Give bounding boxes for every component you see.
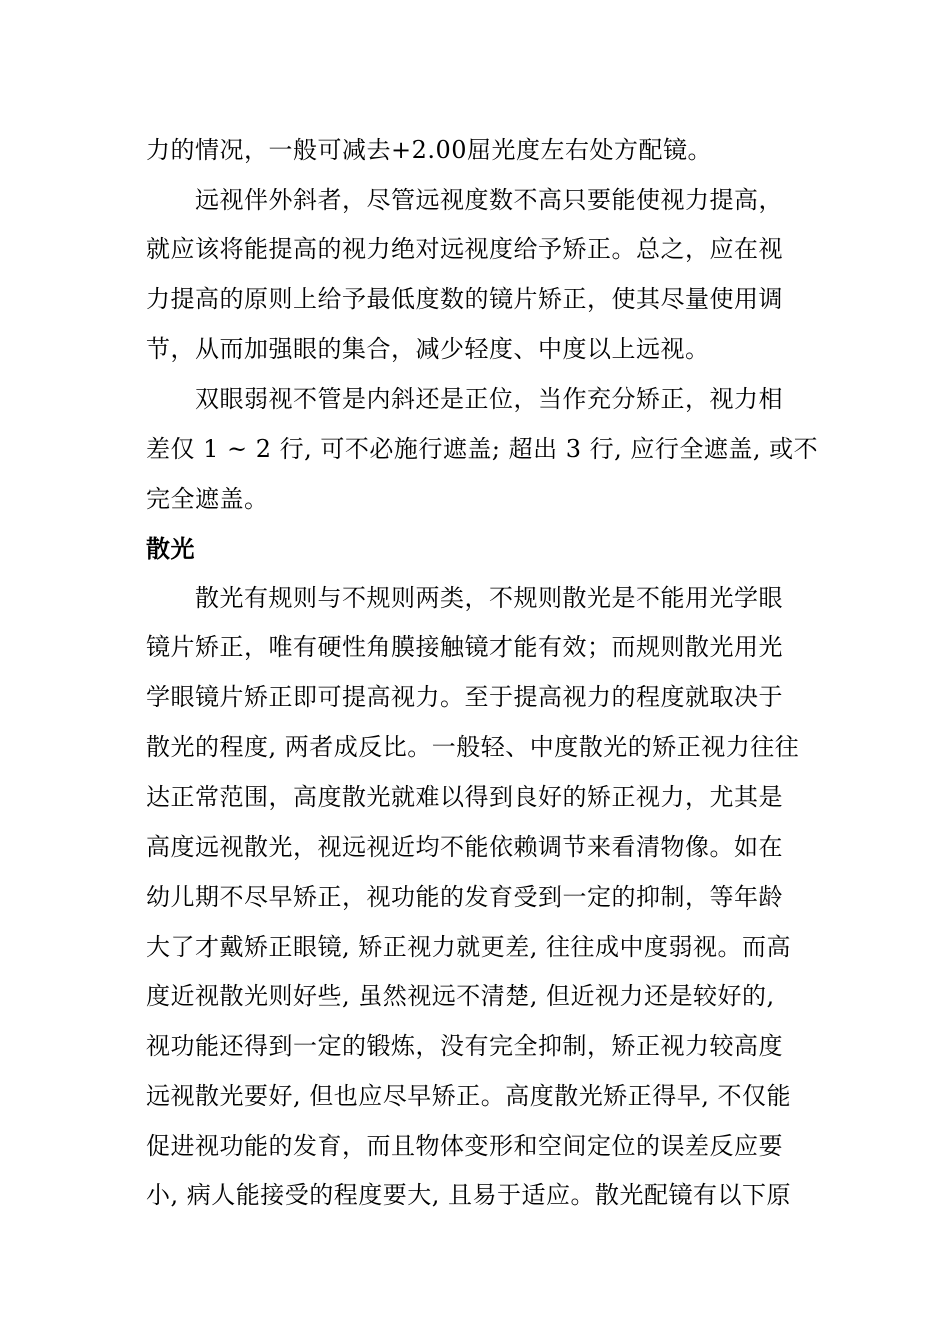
paragraph-start-line: 远视伴外斜者，尽管远视度数不高只要能使视力提高， [195, 186, 783, 214]
text-line: 小, 病人能接受的程度要大, 且易于适应。散光配镜有以下原 [146, 1181, 792, 1209]
text-line: 促进视功能的发育，而且物体变形和空间定位的误差反应要 [146, 1132, 783, 1160]
text-line: 力的情况，一般可减去+2.00屈光度左右处方配镜。 [146, 136, 713, 164]
text-line: 高度远视散光，视远视近均不能依赖调节来看清物像。如在 [146, 833, 783, 861]
paragraph-start-line: 双眼弱视不管是内斜还是正位，当作充分矫正，视力相 [195, 385, 783, 413]
text-line: 学眼镜片矫正即可提高视力。至于提高视力的程度就取决于 [146, 683, 783, 711]
text-line: 差仅 1 ~ 2 行, 可不必施行遮盖; 超出 3 行, 应行全遮盖, 或不 [146, 435, 819, 463]
text-line: 幼儿期不尽早矫正，视功能的发育受到一定的抑制，等年龄 [146, 883, 783, 911]
section-heading: 散光 [146, 535, 195, 563]
text-line: 散光的程度, 两者成反比。一般轻、中度散光的矫正视力往往 [146, 733, 800, 761]
text-line: 镜片矫正，唯有硬性角膜接触镜才能有效；而规则散光用光 [146, 633, 783, 661]
text-line: 完全遮盖。 [146, 485, 269, 513]
paragraph-start-line: 散光有规则与不规则两类，不规则散光是不能用光学眼 [195, 584, 783, 612]
text-line: 远视散光要好, 但也应尽早矫正。高度散光矫正得早, 不仅能 [146, 1082, 792, 1110]
text-line: 大了才戴矫正眼镜, 矫正视力就更差, 往往成中度弱视。而高 [146, 933, 792, 961]
text-line: 达正常范围，高度散光就难以得到良好的矫正视力，尤其是 [146, 783, 783, 811]
text-line: 力提高的原则上给予最低度数的镜片矫正，使其尽量使用调 [146, 285, 783, 313]
text-line: 度近视散光则好些, 虽然视远不清楚, 但近视力还是较好的, [146, 982, 775, 1010]
text-line: 视功能还得到一定的锻炼，没有完全抑制，矫正视力较高度 [146, 1032, 783, 1060]
text-line: 节，从而加强眼的集合，减少轻度、中度以上远视。 [146, 335, 710, 363]
text-line: 就应该将能提高的视力绝对远视度给予矫正。总之，应在视 [146, 235, 783, 263]
